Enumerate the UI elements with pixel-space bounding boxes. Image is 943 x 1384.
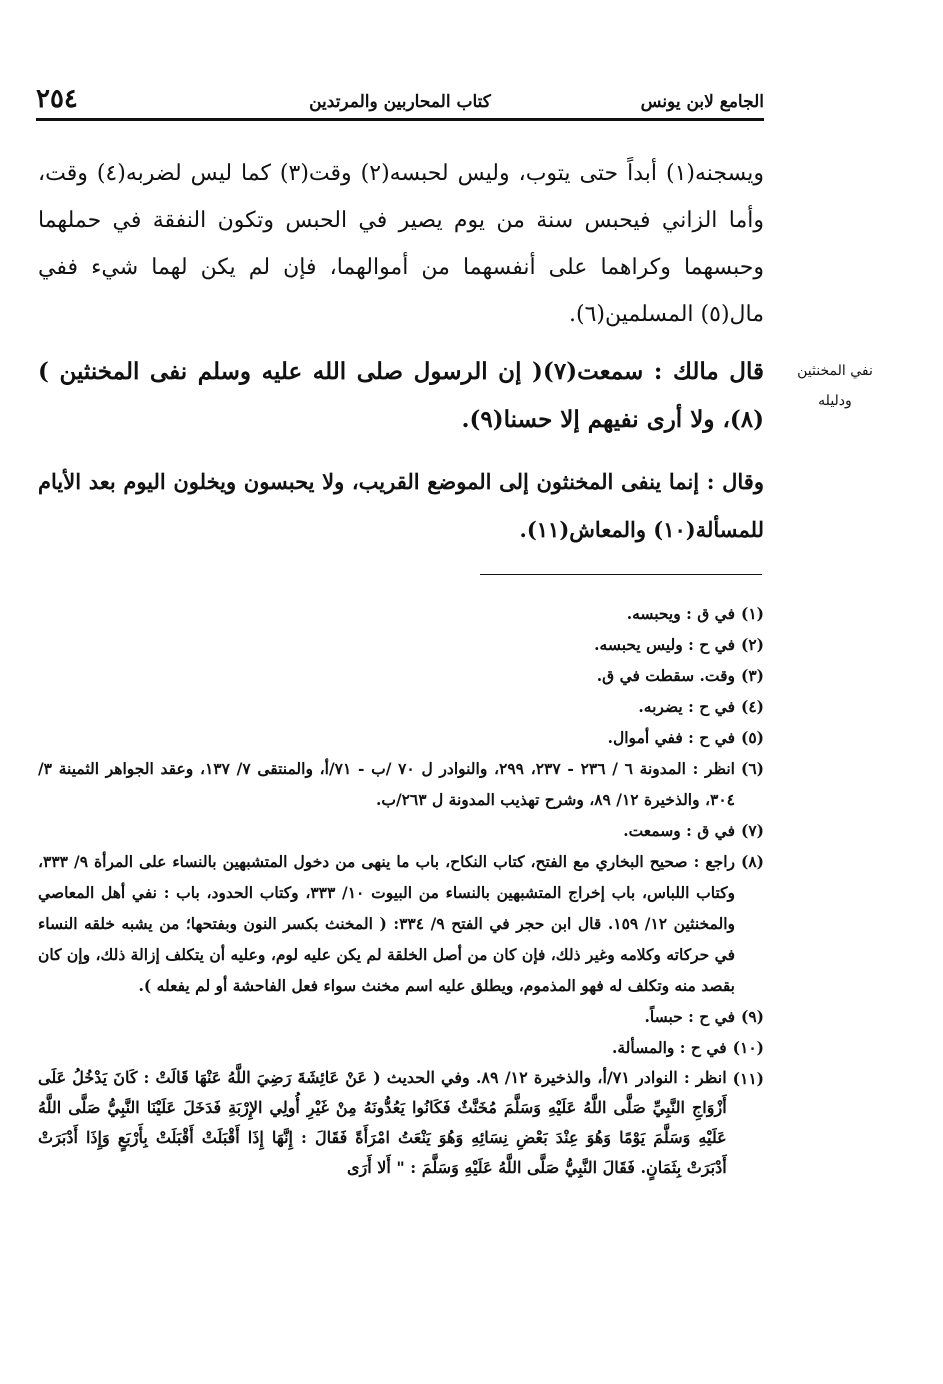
footnote-number: (٢) xyxy=(740,635,764,654)
footnote-number: (٤) xyxy=(740,697,764,716)
footnote xyxy=(38,598,764,629)
margin-note xyxy=(780,356,890,416)
margin-note-line: نفي المخنثين xyxy=(797,363,873,379)
footnote-number: (٥) xyxy=(740,728,764,747)
header-rule xyxy=(36,118,764,121)
footnote xyxy=(38,846,764,1001)
footnote xyxy=(38,753,764,815)
footnote-number: (١٠) xyxy=(732,1038,764,1057)
footnote xyxy=(38,1063,764,1183)
footnote-text: في ح : حبساً. xyxy=(644,1007,735,1026)
footnote xyxy=(38,722,764,753)
paragraph: ويسجنه(١) أبداً حتى يتوب، وليس لحبسه(٢) وقت(٣) كما ليس لضربه(٤) وقت، وأما الزاني فيحبس سنة من يوم يصير في الحبس وتكون النفقة في حملهما وحبسهما وكراهما على أنفسهما من أموالهما، فإن لم يكن لهما شيء ففي مال(٥) المسلمين(٦). xyxy=(38,161,764,327)
footnote-number: (٩) xyxy=(740,1007,764,1026)
footnote-text: في ح : والمسألة. xyxy=(611,1038,727,1057)
paragraph: قال مالك : سمعت(٧)( إن الرسول صلى الله عليه وسلم نفى المخنثين )(٨)، ولا أرى نفيهم إلا حسنا(٩). xyxy=(38,358,765,433)
page-number: ٢٥٤ xyxy=(36,84,78,114)
footnotes xyxy=(38,598,764,1183)
footnote-text: انظر : المدونة ٦ / ٢٣٦ - ٢٣٧، ٢٩٩، والنوادر ل ٧٠ /ب - ٧١/أ، والمنتقى ٧/ ١٣٧، وعقد الجواهر الثمينة ٣/ ٣٠٤، والذخيرة ١٢/ ٨٩، وشرح تهذيب المدونة ل ٢٦٣/ب. xyxy=(38,759,735,809)
book-title: الجامع لابن يونس xyxy=(640,92,764,112)
paragraph: وقال : إنما ينفى المخنثون إلى الموضع القريب، ولا يحبسون ويخلون اليوم بعد الأيام للمسألة(١٠) والمعاش(١١). xyxy=(38,469,764,542)
footnote xyxy=(38,815,764,846)
footnote xyxy=(38,691,764,722)
footnote-text: في ح : وليس يحبسه. xyxy=(594,635,735,654)
footnote-number: (٣) xyxy=(740,666,764,685)
footnote-number: (٦) xyxy=(740,759,764,778)
main-text xyxy=(38,150,764,554)
footnote-number: (٧) xyxy=(740,821,764,840)
footnote-number: (١) xyxy=(740,604,764,623)
footnote-separator xyxy=(480,574,762,575)
footnote-number: (١١) xyxy=(732,1069,764,1088)
footnote-text: في ق : ويحبسه. xyxy=(626,604,735,623)
footnote xyxy=(38,1032,764,1063)
footnote-text: في ح : يضربه. xyxy=(638,697,735,716)
footnote-text: راجع : صحيح البخاري مع الفتح، كتاب النكاح، باب ما ينهى من دخول المتشبهين بالنساء على المرأة ٩/ ٣٣٣، وكتاب اللباس، باب إخراج المتشبهين بالنساء من البيوت ١٠/ ٣٣٣، وكتاب الحدود، باب : نفي أهل المعاصي والمخنثين ١٢/ ١٥٩. قال ابن حجر في الفتح ٩/ ٣٣٤: ( المخنث بكسر النون وبفتحها؛ من يشبه خلقه النساء في حركاته وكلامه وغير ذلك، فإن كان من أصل الخلقة لم يكن عليه لوم، وعليه أن يتكلف إزالة ذلك، وإن كان بقصد منه وتكلف له فهو المذموم، ويطلق عليه اسم مخنث سواء فعل الفاحشة أو لم يفعله ). xyxy=(38,852,735,995)
footnote-text: وقت. سقطت في ق. xyxy=(596,666,735,685)
footnote-text: انظر : النوادر ٧١/أ، والذخيرة ١٢/ ٨٩. وفي الحديث ( عَنْ عَائِشَةَ رَضِيَ اللَّهُ عَنْهَا قَالَتْ : كَانَ يَدْخُلُ عَلَى أَزْوَاجِ النَّبِيِّ صَلَّى اللَّهُ عَلَيْهِ وَسَلَّمَ مُخَنَّثٌ فَكَانُوا يَعُدُّونَهُ مِنْ غَيْرِ أُولِي الإِرْبَةِ فَدَخَلَ عَلَيْنَا النَّبِيُّ صَلَّى اللَّهُ عَلَيْهِ وَسَلَّمَ يَوْمًا وَهُوَ عِنْدَ بَعْضِ نِسَائِهِ وَهُوَ يَنْعَتُ امْرَأَةً فَقَالَ : إِنَّهَا إِذَا أَقْبَلَتْ أَقْبَلَتْ بِأَرْبَعٍ وَإِذَا أَدْبَرَتْ أَدْبَرَتْ بِثَمَانٍ. فَقَالَ النَّبِيُّ صَلَّى اللَّهُ عَلَيْهِ وَسَلَّمَ : " أَلا أَرَى xyxy=(38,1068,727,1177)
footnote-text: في ق : وسمعت. xyxy=(623,821,735,840)
footnote-text: في ح : ففي أموال. xyxy=(607,728,735,747)
footnote-number: (٨) xyxy=(740,852,764,871)
footnote xyxy=(38,660,764,691)
footnote xyxy=(38,629,764,660)
footnote xyxy=(38,1001,764,1032)
margin-note-line: ودليله xyxy=(818,393,852,409)
page-header xyxy=(36,80,764,120)
chapter-title: كتاب المحاربين والمرتدين xyxy=(309,92,491,112)
